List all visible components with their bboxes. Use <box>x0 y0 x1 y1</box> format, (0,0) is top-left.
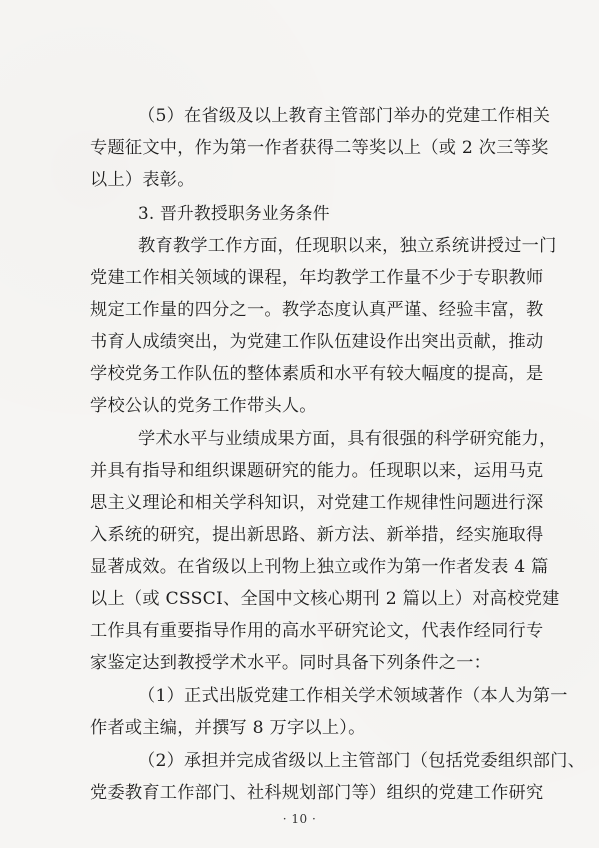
paragraph-line: 党建工作相关领域的课程，年均教学工作量不少于专职教师 <box>90 268 544 288</box>
paragraph-line: 工作具有重要指导作用的高水平研究论文，代表作经同行专 <box>90 621 544 641</box>
paragraph-line: 专题征文中，作为第一作者获得二等奖以上（或 2 次三等奖 <box>90 138 549 158</box>
paragraph-line: 并具有指导和组织课题研究的能力。任现职以来，运用马克 <box>90 461 544 481</box>
paragraph-line: （2）承担并完成省级以上主管部门（包括党委组织部门、 <box>138 751 586 771</box>
paragraph-line: 学术水平与业绩成果方面，具有很强的科学研究能力， <box>138 429 557 449</box>
paragraph-line: 思主义理论和相关学科知识，对党建工作规律性问题进行深 <box>90 493 544 513</box>
paragraph-line: 书育人成绩突出，为党建工作队伍建设作出突出贡献，推动 <box>90 332 544 352</box>
paragraph-line: 作者或主编，并撰写 8 万字以上）。 <box>90 718 366 738</box>
paragraph-line: 显著成效。在省级以上刊物上独立或作为第一作者发表 4 篇 <box>90 557 549 577</box>
paragraph-line: 家鉴定达到教授学术水平。同时具备下列条件之一： <box>90 653 492 673</box>
paragraph-line: （5）在省级及以上教育主管部门举办的党建工作相关 <box>138 106 551 126</box>
paragraph-line: 教育教学工作方面，任现职以来，独立系统讲授过一门 <box>138 236 557 256</box>
page-number: · 10 · <box>282 812 317 826</box>
paragraph-line: 党委教育工作部门、社科规划部门等）组织的党建工作研究 <box>90 783 544 803</box>
paragraph-line: （1）正式出版党建工作相关学术领域著作（本人为第一 <box>138 686 568 706</box>
paragraph-line: 以上）表彰。 <box>90 170 195 190</box>
paragraph-line: 学校党务工作队伍的整体素质和水平有较大幅度的提高，是 <box>90 364 544 384</box>
section-heading: 3. 晋升教授职务业务条件 <box>138 203 330 223</box>
paragraph-line: 规定工作量的四分之一。教学态度认真严谨、经验丰富，教 <box>90 300 544 320</box>
paragraph-line: 入系统的研究，提出新思路、新方法、新举措，经实施取得 <box>90 525 544 545</box>
paragraph-line: 以上（或 CSSCI、全国中文核心期刊 2 篇以上）对高校党建 <box>90 589 560 609</box>
paragraph-line: 学校公认的党务工作带头人。 <box>90 396 317 416</box>
